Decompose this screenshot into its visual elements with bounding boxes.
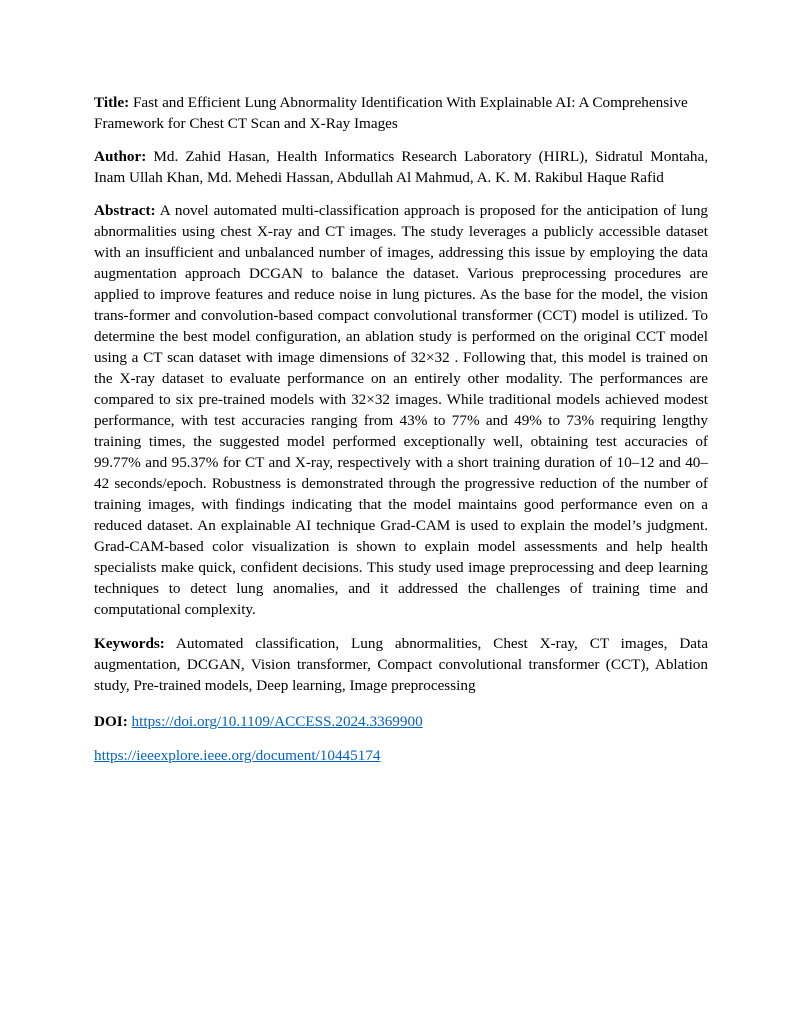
- author-label: Author:: [94, 148, 147, 165]
- abstract-label: Abstract:: [94, 202, 156, 219]
- abstract-paragraph: [94, 200, 708, 620]
- ieee-link-paragraph: [94, 745, 708, 766]
- author-text: Md. Zahid Hasan, Health Informatics Research Laboratory (HIRL), Sidratul Montaha, Inam Ullah Khan, Md. Mehedi Hassan, Abdullah Al Mahmud, A. K. M. Rakibul Haque Rafid: [94, 148, 708, 186]
- keywords-paragraph: [94, 633, 708, 696]
- ieee-explore-link[interactable]: https://ieeexplore.ieee.org/document/10445174: [94, 747, 381, 764]
- doi-label: DOI:: [94, 713, 128, 730]
- title-label: Title:: [94, 94, 130, 111]
- keywords-label: Keywords:: [94, 635, 165, 652]
- abstract-text: A novel automated multi-classification approach is proposed for the anticipation of lung abnormalities using chest X-ray and CT images. The study leverages a publicly accessible dataset with an insufficient and unbalanced number of images, addressing this issue by employing the data augmentation approach DCGAN to balance the dataset. Various preprocessing procedures are applied to improve features and reduce noise in lung pictures. As the base for the model, the vision trans-former and convolution-based compact convolutional transformer (CCT) model is utilized. To determine the best model configuration, an ablation study is performed on the original CCT model using a CT scan dataset with image dimensions of 32×32 . Following that, this model is trained on the X-ray dataset to evaluate performance on an entirely other modality. The performances are compared to six pre-trained models with 32×32 images. While traditional models achieved modest performance, with test accuracies ranging from 43% to 77% and 49% to 73% requiring lengthy training times, the suggested model performed exceptionally well, obtaining test accuracies of 99.77% and 95.37% for CT and X-ray, respectively with a short training duration of 10–12 and 40–42 seconds/epoch. Robustness is demonstrated through the progressive reduction of the number of training images, with findings indicating that the model maintains good performance even on a reduced dataset. An explainable AI technique Grad-CAM is used to explain the model’s judgment. Grad-CAM-based color visualization is shown to explain model assessments and help health specialists make quick, confident decisions. This study used image preprocessing and deep learning techniques to detect lung anomalies, and it addressed the challenges of training time and computational complexity.: [94, 202, 709, 618]
- author-paragraph: [94, 146, 708, 188]
- doi-paragraph: [94, 711, 708, 732]
- title-text: Fast and Efficient Lung Abnormality Identification With Explainable AI: A Comprehensive Framework for Chest CT Scan and X-Ray Images: [94, 94, 688, 132]
- doi-link[interactable]: https://doi.org/10.1109/ACCESS.2024.3369900: [131, 713, 423, 730]
- title-paragraph: [94, 92, 708, 134]
- keywords-text: Automated classification, Lung abnormalities, Chest X-ray, CT images, Data augmentation, DCGAN, Vision transformer, Compact convolutional transformer (CCT), Ablation study, Pre-trained models, Deep learning, Image preprocessing: [94, 635, 708, 694]
- document-page: [94, 92, 708, 778]
